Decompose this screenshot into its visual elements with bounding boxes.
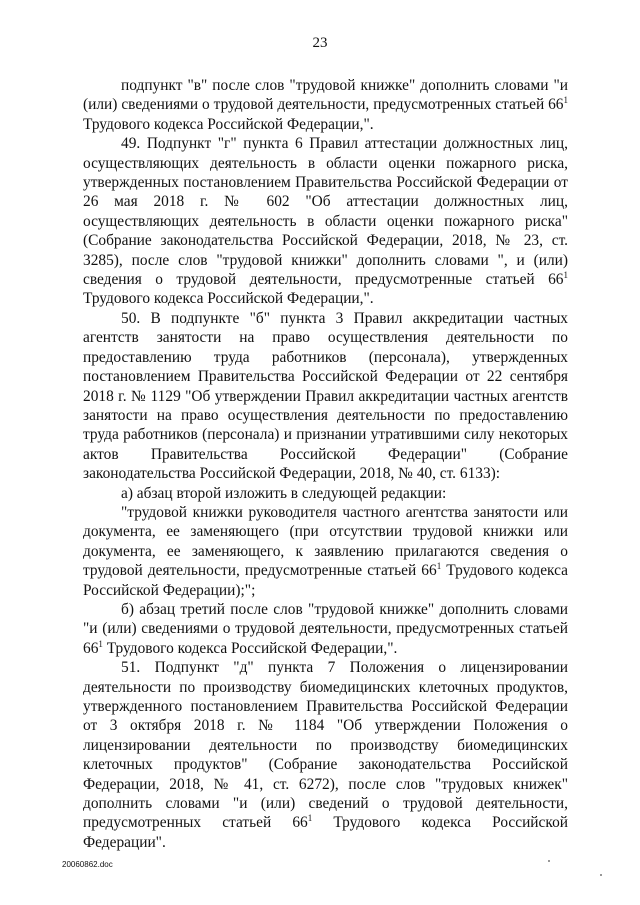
paragraph-subpoint-v bbox=[83, 76, 568, 134]
paragraph-51 bbox=[83, 658, 568, 852]
paragraph-text: Трудового кодекса Российской Федерации". bbox=[83, 814, 568, 851]
superscript: 1 bbox=[436, 561, 442, 572]
superscript: 1 bbox=[563, 95, 568, 106]
paragraph-text: 51. Подпункт "д" пункта 7 Положения о лицензировании деятельности по производству биомедицинских клеточных продуктов, утвержденного постановлением Правительства Российской Федерации от 3 октября 2018 г. № 1184 "Об утверждении Положения о лицензировании деятельности по производству биомедицинских клеточных продуктов" (Собрание законодательства Российской Федерации, 2018, № 41, ст. 6272), после слов "трудовых книжек" дополнить словами "и (или) сведений о трудовой деятельности, предусмотренных статьей 66 bbox=[83, 659, 568, 832]
paragraph-text: Трудового кодекса Российской Федерации,". bbox=[83, 115, 374, 133]
footer-file-code: 20060862.doc bbox=[62, 860, 113, 869]
paragraph-text: б) абзац третий после слов "трудовой книжке" дополнить словами "и (или) сведениями о трудовой деятельности, предусмотренных статьей 66 bbox=[83, 600, 568, 657]
paragraph-text: Трудового кодекса Российской Федерации);"; bbox=[83, 562, 568, 599]
paragraph-text: "трудовой книжки руководителя частного агентства занятости или документа, ее заменяющего (при отсутствии трудовой книжки или документа, ее заменяющего, к заявлению прилагаются сведения о трудовой деятельности, предусмотренные статьей 66 bbox=[83, 503, 568, 580]
paragraph-50-a-quote bbox=[83, 503, 568, 600]
paragraph-50 bbox=[83, 309, 568, 484]
paragraph-49 bbox=[83, 134, 568, 309]
paragraph-50-a bbox=[83, 484, 568, 503]
superscript: 1 bbox=[307, 813, 313, 824]
paragraph-text: подпункт "в" после слов "трудовой книжке" дополнить словами "и (или) сведениями о трудовой деятельности, предусмотренных статьей 66 bbox=[83, 77, 568, 114]
paragraph-text: Трудового кодекса Российской Федерации,". bbox=[102, 639, 398, 657]
document-body bbox=[83, 76, 568, 852]
paragraph-text: Трудового кодекса Российской Федерации,". bbox=[83, 290, 374, 308]
scan-speck bbox=[600, 874, 602, 876]
paragraph-50-b bbox=[83, 600, 568, 658]
paragraph-text: 50. В подпункте "б" пункта 3 Правил аккредитации частных агентств занятости на право осуществления деятельности по предоставлению труда работников (персонала), утвержденных постановлением Правительства Российской Федерации от 22 сентября 2018 г. № 1129 "Об утверждении Правил аккредитации частных агентств занятости на право осуществления деятельности по предоставлению труда работников (персонала) и признании утратившими силу некоторых актов Правительства Российской Федерации" (Собрание законодательства Российской Федерации, 2018, № 40, ст. 6133): bbox=[83, 309, 568, 483]
superscript: 1 bbox=[563, 269, 568, 280]
paragraph-text: 49. Подпункт "г" пункта 6 Правил аттестации должностных лиц, осуществляющих деятельность в области оценки пожарного риска, утвержденных постановлением Правительства Российской Федерации от 26 мая 2018 г. № 602 "Об аттестации должностных лиц, осуществляющих деятельность в области оценки пожарного риска" (Собрание законодательства Российской Федерации, 2018, № 23, ст. 3285), после слов "трудовой книжки" дополнить словами ", и (или) сведения о трудовой деятельности, предусмотренные статьей 66 bbox=[83, 135, 568, 289]
superscript: 1 bbox=[98, 638, 103, 649]
page-number: 23 bbox=[312, 35, 328, 51]
scan-speck bbox=[548, 860, 550, 862]
paragraph-text: а) абзац второй изложить в следующей редакции: bbox=[121, 484, 447, 502]
